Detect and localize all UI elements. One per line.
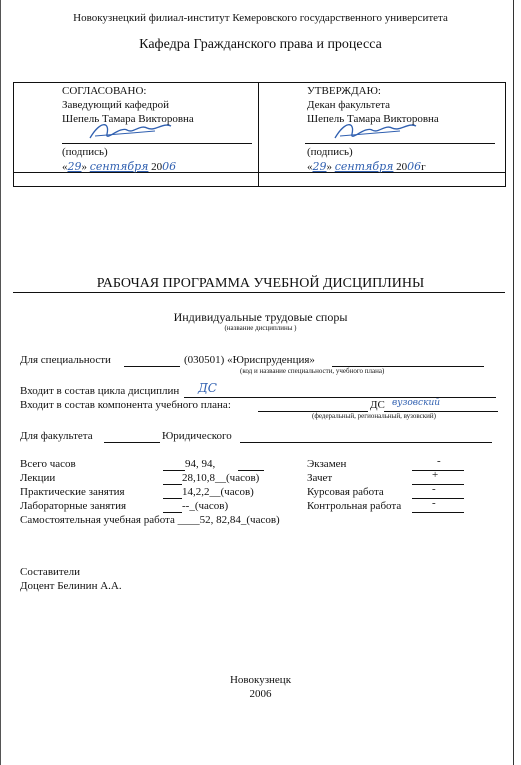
signature-label-right: (подпись) xyxy=(307,146,353,158)
approval-date-left: «29» сентября 2006 xyxy=(62,160,177,173)
page-left-border xyxy=(0,0,1,765)
control-value: - xyxy=(432,483,436,495)
control-value: + xyxy=(432,469,439,481)
confirmed-role: Декан факультета xyxy=(307,99,391,111)
confirmed-name: Шепель Тамара Викторовна xyxy=(307,113,439,125)
control-value: - xyxy=(437,455,441,467)
control-label: Курсовая работа xyxy=(307,486,384,498)
program-title: РАБОЧАЯ ПРОГРАММА УЧЕБНОЙ ДИСЦИПЛИНЫ xyxy=(96,276,425,291)
component-value: ДС xyxy=(370,399,385,411)
department-name: Кафедра Гражданского права и процесса xyxy=(139,37,382,52)
approved-title: СОГЛАСОВАНО: xyxy=(62,85,147,97)
control-label: Зачет xyxy=(307,472,333,484)
discipline-caption: (название дисциплины ) xyxy=(224,324,297,332)
institute-name: Новокузнецкий филиал-институт Кемеровского государственного университета xyxy=(73,12,448,24)
confirmed-title: УТВЕРЖДАЮ: xyxy=(307,85,381,97)
hours-label: Практические занятия xyxy=(20,486,125,498)
page-right-border xyxy=(513,0,514,765)
specialty-label: Для специальности xyxy=(20,354,111,366)
hours-label: Лекции xyxy=(20,472,56,484)
faculty-value: Юридического xyxy=(162,430,232,442)
self-study-hours: Самостоятельная учебная работа ____52, 82,84_(часов) xyxy=(20,514,280,526)
signature-right xyxy=(330,116,420,146)
specialty-value: (030501) «Юриспруденция» xyxy=(184,354,315,366)
faculty-label: Для факультета xyxy=(20,430,93,442)
city: Новокузнецк xyxy=(229,674,292,686)
hours-label: Лабораторные занятия xyxy=(20,500,127,512)
cycle-value: ДС xyxy=(198,381,217,395)
approved-role: Заведующий кафедрой xyxy=(62,99,169,111)
component-caption: (федеральный, региональный, вузовский) xyxy=(312,412,437,420)
hours-value: 94, 94, xyxy=(185,458,216,470)
cycle-label: Входит в состав цикла дисциплин xyxy=(20,385,180,397)
approval-date-right: «29» сентября 2006г xyxy=(307,160,426,173)
hours-label: Всего часов xyxy=(20,458,76,470)
authors-label: Составители xyxy=(20,566,80,578)
hours-value: 14,2,2__(часов) xyxy=(182,486,254,498)
hours-value: 28,10,8__(часов) xyxy=(182,472,260,484)
signature-label-left: (подпись) xyxy=(62,146,108,158)
control-label: Экзамен xyxy=(307,458,347,470)
component-handwritten: вузовский xyxy=(392,398,441,408)
control-label: Контрольная работа xyxy=(307,500,402,512)
approved-name: Шепель Тамара Викторовна xyxy=(62,113,194,125)
component-label: Входит в состав компонента учебного плана: xyxy=(20,399,231,411)
specialty-caption: (код и название специальности, учебного плана) xyxy=(240,367,385,375)
signature-left xyxy=(85,116,175,146)
discipline-name: Индивидуальные трудовые споры xyxy=(173,310,348,324)
author-name: Доцент Белинин А.А. xyxy=(20,580,122,592)
year: 2006 xyxy=(249,688,272,700)
hours-value: --_(часов) xyxy=(182,500,229,512)
control-value: - xyxy=(432,497,436,509)
